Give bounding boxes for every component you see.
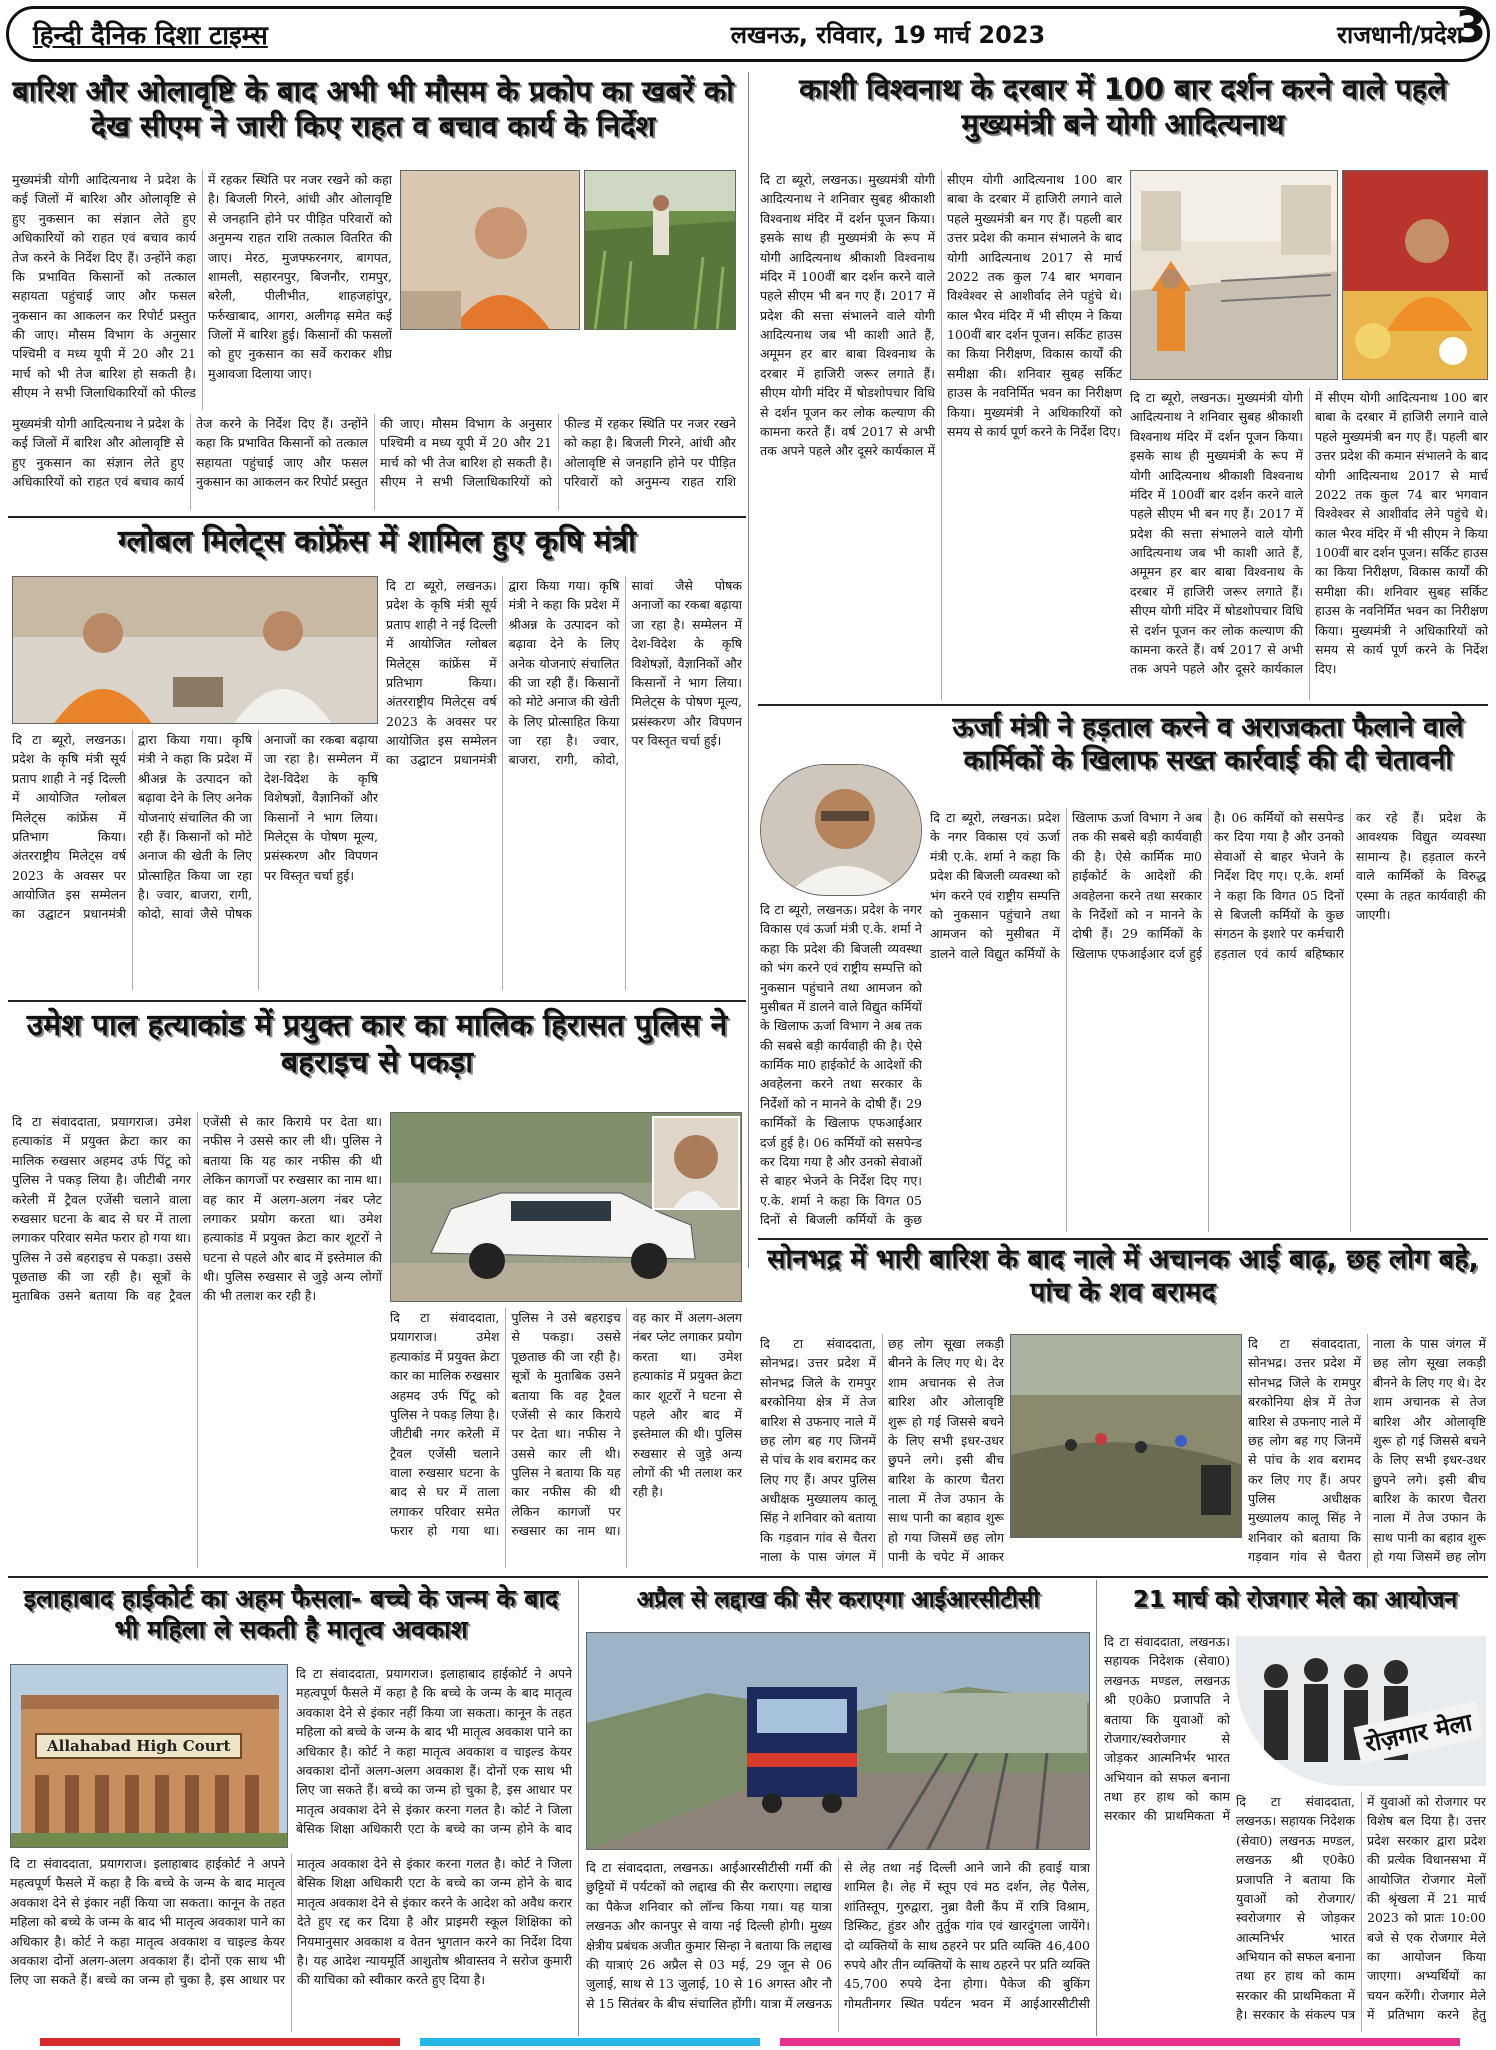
headline-kashi: काशी विश्वनाथ के दरबार में 100 बार दर्शन करने वाले पहले मुख्यमंत्री बने योगी आदित्यनाथ bbox=[799, 72, 1447, 142]
body-umesh-right bbox=[390, 1308, 742, 1568]
body-kashi bbox=[760, 170, 1122, 700]
body-millets bbox=[386, 576, 742, 990]
high-court-sign: Allahabad High Court bbox=[35, 1733, 242, 1759]
page-number: 3 bbox=[1455, 2, 1486, 53]
photo-cm-worship bbox=[1342, 170, 1488, 380]
photo-high-court bbox=[10, 1664, 288, 1848]
edition-date: लखनऊ, रविवार, 19 मार्च 2023 bbox=[730, 20, 1046, 49]
body-text-sonbhadra-right: दि टा संवाददाता, सोनभद्र। उत्तर प्रदेश में सोनभद्र जिले के रामपुर बरकोनिया क्षेत्र में तेज बारिश से उफनाए नाले में छह लोग बह गए जिनमें से पांच के शव बरामद कर लिए गए हैं। अपर पुलिस अधीक्षक मुख्यालय कालू सिंह ने शनिवार को बताया कि गड़वान गांव से चैतरा नाला के पास जंगल में छह लोग सूखा लकड़ी बीनने के लिए गए थे। देर शाम अचानक से तेज बारिश और ओलावृष्टि शुरू हो गई जिससे बचने के लिए सभी इधर-उधर छुपने लगे। इसी बीच बारिश के कारण चैतरा नाला में तेज उफान के साथ पानी का बहाव शुरू हो गया जिसमें छह लोग bbox=[1248, 1336, 1486, 1565]
paper-name: हिन्दी दैनिक दिशा टाइम्स bbox=[33, 21, 268, 51]
rule-under-energy bbox=[758, 1238, 1488, 1240]
body-energy-main bbox=[930, 808, 1486, 1232]
body-text-rain: मुख्यमंत्री योगी आदित्यनाथ ने प्रदेश के कई जिलों में बारिश और ओलावृष्टि से हुए नुकसान का संज्ञान लेते हुए अधिकारियों को राहत एवं बचाव कार्य तेज करने के निर्देश दिए हैं। उन्होंने कहा कि प्रभावित किसानों को तत्काल सहायता पहुंचाई जाए और फसल नुकसान का आकलन कर रिपोर्ट प्रस्तुत की जाए। मौसम विभाग के अनुसार पश्चिमी व मध्य यूपी में 20 और 21 मार्च को भी तेज बारिश हो सकती है। सीएम ने सभी जिलाधिकारियों को फील्ड में रहकर स्थिति पर नजर रखने को कहा है। बिजली गिरने, आंधी और ओलावृष्टि से जनहानि होने पर पीड़ित परिवारों को अनुमन्य राहत राशि तत्काल वितरित की जाए। मेरठ, मुजफ्फरनगर, बागपत, शामली, सहारनपुर, बिजनौर, रामपुर, बरेली, पीलीभीत, शाहजहांपुर, फर्रुखाबाद, आगरा, अलीगढ़ समेत कई जिलों में बारिश हुई। किसानों की फसलों को हुए नुकसान का सर्वे कराकर शीघ्र मुआवजा दिलाया जाए। bbox=[12, 172, 392, 401]
body-millets-left bbox=[12, 730, 378, 990]
body-rain-continued bbox=[12, 414, 736, 510]
rule-under-kashi bbox=[758, 704, 1488, 706]
job-fair-sign: रोज़गार मेला bbox=[1354, 1701, 1484, 1763]
story-millets bbox=[8, 520, 746, 996]
photo-temple-corridor bbox=[1130, 170, 1338, 380]
photo-train bbox=[586, 1632, 1090, 1850]
body-sonbhadra bbox=[760, 1334, 1004, 1568]
body-kashi-continued bbox=[1130, 388, 1488, 700]
photo-job-fair bbox=[1236, 1636, 1486, 1786]
body-text-sonbhadra: दि टा संवाददाता, सोनभद्र। उत्तर प्रदेश में सोनभद्र जिले के रामपुर बरकोनिया क्षेत्र में तेज बारिश से उफनाए नाले में छह लोग बह गए जिनमें से पांच के शव बरामद कर लिए गए हैं। अपर पुलिस अधीक्षक मुख्यालय कालू सिंह ने शनिवार को बताया कि गड़वान गांव से चैतरा नाला के पास जंगल में छह लोग सूखा लकड़ी बीनने के लिए गए थे। देर शाम अचानक से तेज बारिश और ओलावृष्टि शुरू हो गई जिससे बचने के लिए सभी इधर-उधर छुपने लगे। इसी बीच बारिश के कारण चैतरा नाला में तेज उफान के साथ पानी का बहाव शुरू हो गया जिसमें छह लोग पानी के चपेट में आकर bbox=[760, 1336, 1004, 1565]
body-text-allahabad-lower: दि टा संवाददाता, प्रयागराज। इलाहाबाद हाईकोर्ट ने अपने महत्वपूर्ण फैसले में कहा है कि बच्चे के जन्म के बाद मातृत्व अवकाश देने से इंकार नहीं किया जा सकता। कानून के तहत महिला को बच्चे के जन्म के बाद भी मातृत्व अवकाश पाने का अधिकार है। कोर्ट ने कहा मातृत्व अवकाश व चाइल्ड केयर अवकाश दोनों अलग-अलग अवकाश हैं। दोनों एक साथ भी लिए जा सकते हैं। बच्चे का जन्म हो चुका है, इस आधार पर मातृत्व अवकाश देने से इंकार करना गलत है। कोर्ट ने जिला बेसिक शिक्षा अधिकारी एटा के बच्चे का जन्म होने के बाद मातृत्व अवकाश देने से इंकार करने के आदेश को अवैध करार देते हुए रद्द कर दिया है और प्राइमरी स्कूल शिक्षिका को नियमानुसार अवकाश व वेतन भुगतान करने का निर्देश दिया है। यह आदेश न्यायमूर्ति आशुतोष श्रीवास्तव ने सरोज कुमारी की याचिका को स्वीकार करते हुए दिया है। bbox=[10, 1856, 572, 1988]
body-text-energy-main: दि टा ब्यूरो, लखनऊ। प्रदेश के नगर विकास एवं ऊर्जा मंत्री ए.के. शर्मा ने कहा कि प्रदेश की बिजली व्यवस्था को भंग करने एवं राष्ट्रीय सम्पत्ति को नुकसान पहुंचाने तथा आमजन को मुसीबत में डालने वाले विद्युत कर्मियों के खिलाफ ऊर्जा विभाग ने अब तक की सबसे बड़ी कार्यवाही की है। ऐसे कार्मिक मा0 हाईकोर्ट के आदेशों की अवहेलना करने तथा सरकार के निर्देशों को न मानने के दोषी हैं। 29 कार्मिकों के खिलाफ एफआईआर दर्ज हुई है। 06 कर्मियों को ससपेन्ड कर दिया गया है और उनको सेवाओं से बाहर भेजने के निर्देश दिए गए। ए.के. शर्मा ने कहा कि विगत 05 दिनों से बिजली कर्मियों के कुछ संगठन के इशारे पर कर्मचारी हड़ताल एवं कार्य बहिष्कार कर रहे हैं। प्रदेश के आवश्यक विद्युत व्यवस्था सामान्य है। हड़ताल करने वाले कार्मिकों के विरुद्ध एस्मा के तहत कार्यवाही की जाएगी। bbox=[930, 810, 1486, 961]
story-kashi bbox=[758, 72, 1488, 702]
body-rain bbox=[12, 170, 392, 410]
body-ladakh bbox=[586, 1858, 1090, 2032]
masthead bbox=[6, 6, 1490, 62]
rule-under-millets bbox=[8, 1000, 746, 1002]
story-allahabad bbox=[8, 1580, 574, 2040]
body-text-millets-left: दि टा ब्यूरो, लखनऊ। प्रदेश के कृषि मंत्री सूर्य प्रताप शाही ने नई दिल्ली में आयोजित ग्लोबल मिलेट्स कांफ्रेंस में प्रतिभाग किया। अंतरराष्ट्रीय मिलेट्स वर्ष 2023 के अवसर पर आयोजित इस सम्मेलन का उद्घाटन प्रधानमंत्री द्वारा किया गया। कृषि मंत्री ने कहा कि प्रदेश में श्रीअन्न के उत्पादन को बढ़ावा देने के लिए अनेक योजनाएं संचालित की जा रही हैं। किसानों को मोटे अनाज की खेती के लिए प्रोत्साहित किया जा रहा है। ज्वार, बाजरा, रागी, कोदो, सावां जैसे पोषक अनाजों का रकबा बढ़ाया जा रहा है। सम्मेलन में देश-विदेश के कृषि विशेषज्ञों, वैज्ञानिकों और किसानों ने भाग लिया। मिलेट्स के पोषण मूल्य, प्रसंस्करण और विपणन पर विस्तृत चर्चा हुई। bbox=[12, 732, 378, 922]
body-allahabad bbox=[296, 1664, 572, 1848]
photo-flood-site bbox=[1010, 1334, 1242, 1538]
rule-under-rain bbox=[8, 516, 746, 518]
body-umesh bbox=[12, 1112, 382, 1568]
body-text-energy: दि टा ब्यूरो, लखनऊ। प्रदेश के नगर विकास एवं ऊर्जा मंत्री ए.के. शर्मा ने कहा कि प्रदेश की बिजली व्यवस्था को भंग करने एवं राष्ट्रीय सम्पत्ति को नुकसान पहुंचाने तथा आमजन को मुसीबत में डालने वाले विद्युत कर्मियों के खिलाफ ऊर्जा विभाग ने अब तक की सबसे बड़ी कार्यवाही की है। ऐसे कार्मिक मा0 हाईकोर्ट के आदेशों की अवहेलना करने तथा सरकार के निर्देशों को न मानने के दोषी हैं। 29 कार्मिकों के खिलाफ एफआईआर दर्ज हुई है। 06 कर्मियों को ससपेन्ड कर दिया गया है और उनको सेवाओं से बाहर भेजने के निर्देश दिए गए। ए.के. शर्मा ने कहा कि विगत 05 दिनों से बिजली कर्मियों के कुछ bbox=[760, 902, 922, 1227]
body-sonbhadra-right bbox=[1248, 1334, 1486, 1568]
story-umesh bbox=[8, 1004, 746, 1572]
headline-rain: बारिश और ओलावृष्टि के बाद अभी भी मौसम के प्रकोप का खबरें को देख सीएम ने जारी किए राहत व बचाव कार्य के निर्देश bbox=[12, 74, 734, 144]
body-text-umesh: दि टा संवाददाता, प्रयागराज। उमेश हत्याकांड में प्रयुक्त क्रेटा कार का मालिक रुखसार अहमद उर्फ पिंटू को पुलिस ने पकड़ लिया है। जीटीबी नगर करेली में ट्रैवल एजेंसी चलाने वाला रुखसार घटना के बाद से घर में ताला लगाकर परिवार समेत फरार हो गया था। पुलिस ने उसे बहराइच से पकड़ा। उससे पूछताछ की जा रही है। सूत्रों के मुताबिक उसने बताया कि वह ट्रैवल एजेंसी से कार किराये पर देता था। नफीस ने उससे कार ली थी। पुलिस ने बताया कि यह कार नफीस की थी लेकिन कागजों पर रुखसार का नाम था। वह कार में अलग-अलग नंबर प्लेट लगाकर प्रयोग करता था। उमेश हत्याकांड में प्रयुक्त क्रेटा कार शूटरों ने घटना से पहले और बाद में इस्तेमाल की थी। पुलिस रुखसार से जुड़े अन्य लोगों की भी तलाश कर रही है। bbox=[12, 1114, 382, 1304]
headline-ladakh: अप्रैल से लद्दाख की सैर कराएगा आईआरसीटीसी bbox=[636, 1587, 1040, 1613]
body-rozgar-lower bbox=[1236, 1792, 1486, 2032]
headline-allahabad: इलाहाबाद हाईकोर्ट का अहम फैसला- बच्चे के जन्म के बाद भी महिला ले सकती है मातृत्व अवकाश bbox=[23, 1584, 559, 1644]
photo-cm-meeting bbox=[400, 170, 580, 330]
headline-millets: ग्लोबल मिलेट्स कांफ्रेंस में शामिल हुए कृषि मंत्री bbox=[118, 524, 636, 559]
story-ladakh bbox=[584, 1580, 1092, 2040]
photo-energy-minister bbox=[760, 764, 922, 896]
body-text-rain-continued: मुख्यमंत्री योगी आदित्यनाथ ने प्रदेश के कई जिलों में बारिश और ओलावृष्टि से हुए नुकसान का संज्ञान लेते हुए अधिकारियों को राहत एवं बचाव कार्य तेज करने के निर्देश दिए हैं। उन्होंने कहा कि प्रभावित किसानों को तत्काल सहायता पहुंचाई जाए और फसल नुकसान का आकलन कर रिपोर्ट प्रस्तुत की जाए। मौसम विभाग के अनुसार पश्चिमी व मध्य यूपी में 20 और 21 मार्च को भी तेज बारिश हो सकती है। सीएम ने सभी जिलाधिकारियों को फील्ड में रहकर स्थिति पर नजर रखने को कहा है। बिजली गिरने, आंधी और ओलावृष्टि से जनहानि होने पर पीड़ित परिवारों को अनुमन्य राहत राशि bbox=[12, 416, 736, 490]
headline-rozgar: 21 मार्च को रोजगार मेले का आयोजन bbox=[1132, 1587, 1458, 1613]
divider-bottom-2 bbox=[1096, 1580, 1097, 2036]
body-text-kashi-continued: दि टा ब्यूरो, लखनऊ। मुख्यमंत्री योगी आदित्यनाथ ने शनिवार सुबह श्रीकाशी विश्वनाथ मंदिर में दर्शन पूजन किया। इसके साथ ही मुख्यमंत्री के रूप में योगी आदित्यनाथ श्रीकाशी विश्वनाथ मंदिर में 100वीं बार दर्शन करने वाले पहले सीएम भी बन गए हैं। 2017 में प्रदेश की सत्ता संभालने वाले योगी आदित्यनाथ जब भी काशी आते हैं, अमूमन हर बार बाबा विश्वनाथ के दरबार में हाजिरी जरूर लगाते हैं। सीएम योगी मंदिर में षोडशोपचार विधि से दर्शन पूजन कर लोक कल्याण की कामना करते हैं। वर्ष 2017 से अभी तक अपने पहले और दूसरे कार्यकाल में सीएम योगी आदित्यनाथ 100 बार बाबा के दरबार में हाजिरी लगाने वाले पहले मुख्यमंत्री बन गए हैं। पहली बार उत्तर प्रदेश की कमान संभालने के बाद योगी आदित्यनाथ 2017 से मार्च 2022 तक कुल 74 बार भगवान विश्वेश्वर से आशीर्वाद लेने पहुंचे थे। काल भैरव मंदिर में भी सीएम ने किया 100वीं बार दर्शन पूजन। सर्किट हाउस का किया निरीक्षण, विकास कार्यों की समीक्षा की। शनिवार सुबह सर्किट हाउस के नवनिर्मित भवन का निरीक्षण किया। मुख्यमंत्री ने अधिकारियों को समय से कार्य पूर्ण करने के निर्देश दिए। bbox=[1130, 390, 1488, 677]
body-text-kashi: दि टा ब्यूरो, लखनऊ। मुख्यमंत्री योगी आदित्यनाथ ने शनिवार सुबह श्रीकाशी विश्वनाथ मंदिर में दर्शन पूजन किया। इसके साथ ही मुख्यमंत्री के रूप में योगी आदित्यनाथ श्रीकाशी विश्वनाथ मंदिर में 100वीं बार दर्शन करने वाले पहले सीएम भी बन गए हैं। 2017 में प्रदेश की सत्ता संभालने वाले योगी आदित्यनाथ जब भी काशी आते हैं, अमूमन हर बार बाबा विश्वनाथ के दरबार में हाजिरी जरूर लगाते हैं। सीएम योगी मंदिर में षोडशोपचार विधि से दर्शन पूजन कर लोक कल्याण की कामना करते हैं। वर्ष 2017 से अभी तक अपने पहले और दूसरे कार्यकाल में सीएम योगी आदित्यनाथ 100 बार बाबा के दरबार में हाजिरी लगाने वाले पहले मुख्यमंत्री बन गए हैं। पहली बार उत्तर प्रदेश की कमान संभालने के बाद योगी आदित्यनाथ 2017 से मार्च 2022 तक कुल 74 बार भगवान विश्वेश्वर से आशीर्वाद लेने पहुंचे थे। काल भैरव मंदिर में भी सीएम ने किया 100वीं बार दर्शन पूजन। सर्किट हाउस का किया निरीक्षण, विकास कार्यों की समीक्षा की। शनिवार सुबह सर्किट हाउस के नवनिर्मित भवन का निरीक्षण किया। मुख्यमंत्री ने अधिकारियों को समय से कार्य पूर्ण करने के निर्देश दिए। bbox=[760, 172, 1122, 459]
color-bar-magenta bbox=[780, 2038, 1460, 2046]
body-text-ladakh: दि टा संवाददाता, लखनऊ। आईआरसीटीसी गर्मी की छुट्टियों में पर्यटकों को लद्दाख की सैर कराएगा। लद्दाख का पैकेज शनिवार को लॉन्च किया गया। यह यात्रा लखनऊ और कानपुर से वाया नई दिल्ली होगी। मुख्य क्षेत्रीय प्रबंधक अजीत कुमार सिन्हा ने बताया कि लद्दाख की यात्राएं 26 अप्रैल से 03 मई, 29 जून से 06 जुलाई, साथ से 13 जुलाई, 10 से 16 अगस्त और नौ से 15 सितंबर के बीच संचालित होंगी। यात्रा में लखनऊ से लेह तथा नई दिल्ली आने जाने की हवाई यात्रा शामिल है। लेह में स्तूप एवं मठ दर्शन, लेह पैलेस, शांतिस्तूप, गुरुद्वारा, नुब्रा वैली कैंप में रात्रि विश्राम, डिस्किट, हुंडर और तुर्तुक गांव एवं खारदुंगला जायेंगे। दो व्यक्तियों के साथ ठहरने पर प्रति व्यक्ति 46,400 रुपये और तीन व्यक्तियों के साथ ठहरने पर प्रति व्यक्ति 45,700 रुपये देना होगा। पैकेज की बुकिंग गोमतीनगर स्थित पर्यटन भवन में आईआरसीटीसी bbox=[586, 1860, 1090, 2011]
story-rain bbox=[8, 74, 738, 514]
story-rozgar bbox=[1102, 1580, 1488, 2040]
headline-energy: ऊर्जा मंत्री ने हड़ताल करने व अराजकता फैलाने वाले कार्मिकों के खिलाफ सख्त कार्रवाई की दी चेतावनी bbox=[952, 712, 1464, 776]
story-energy bbox=[758, 708, 1488, 1236]
body-text-umesh-right: दि टा संवाददाता, प्रयागराज। उमेश हत्याकांड में प्रयुक्त क्रेटा कार का मालिक रुखसार अहमद उर्फ पिंटू को पुलिस ने पकड़ लिया है। जीटीबी नगर करेली में ट्रैवल एजेंसी चलाने वाला रुखसार घटना के बाद से घर में ताला लगाकर परिवार समेत फरार हो गया था। पुलिस ने उसे बहराइच से पकड़ा। उससे पूछताछ की जा रही है। सूत्रों के मुताबिक उसने बताया कि वह ट्रैवल एजेंसी से कार किराये पर देता था। नफीस ने उससे कार ली थी। पुलिस ने बताया कि यह कार नफीस की थी लेकिन कागजों पर रुखसार का नाम था। वह कार में अलग-अलग नंबर प्लेट लगाकर प्रयोग करता था। उमेश हत्याकांड में प्रयुक्त क्रेटा कार शूटरों ने घटना से पहले और बाद में इस्तेमाल की थी। पुलिस रुखसार से जुड़े अन्य लोगों की भी तलाश कर रही है। bbox=[390, 1310, 742, 1539]
headline-umesh: उमेश पाल हत्याकांड में प्रयुक्त कार का मालिक हिरासत पुलिस ने बहराइच से पकड़ा bbox=[26, 1008, 728, 1080]
photo-millets-conference bbox=[12, 576, 378, 724]
body-energy bbox=[760, 900, 922, 1232]
body-text-rozgar-lower: दि टा संवाददाता, लखनऊ। सहायक निदेशक (सेवा0) लखनऊ मण्डल, लखनऊ श्री ए0के0 प्रजापति ने बताया कि युवाओं को रोजगार/स्वरोजगार से जोड़कर आत्मनिर्भर भारत अभियान को सफल बनाना तथा हर हाथ को काम सरकार की प्राथमिकता में है। सरकार के संकल्प पत्र में युवाओं को रोजगार पर विशेष बल दिया है। उत्तर प्रदेश सरकार द्वारा प्रदेश की प्रत्येक विधानसभा में आयोजित रोजगार मेलों की श्रृंखला में 21 मार्च 2023 को प्रातः 10:00 बजे से एक रोजगार मेले का आयोजन किया जाएगा। अभ्यर्थियों का चयन करेंगी। रोजगार मेले में प्रतिभाग करने हेतु bbox=[1236, 1794, 1486, 2023]
photo-crop-field bbox=[584, 170, 736, 330]
rule-above-bottom-row bbox=[8, 1576, 1488, 1578]
body-rozgar bbox=[1104, 1632, 1230, 1844]
column-divider bbox=[748, 72, 749, 1268]
body-allahabad-lower bbox=[10, 1854, 572, 2032]
story-sonbhadra bbox=[758, 1242, 1488, 1572]
photo-creta-car bbox=[390, 1112, 742, 1302]
divider-bottom-1 bbox=[578, 1580, 579, 2036]
body-text-rozgar: दि टा संवाददाता, लखनऊ। सहायक निदेशक (सेवा0) लखनऊ मण्डल, लखनऊ श्री ए0के0 प्रजापति ने बताया कि युवाओं को रोजगार/स्वरोजगार से जोड़कर आत्मनिर्भर भारत अभियान को सफल बनाना तथा हर हाथ को काम सरकार की प्राथमिकता में bbox=[1104, 1634, 1230, 1824]
color-bar-red bbox=[40, 2038, 400, 2046]
headline-sonbhadra: सोनभद्र में भारी बारिश के बाद नाले में अचानक आई बाढ़, छह लोग बहे, पांच के शव बरामद bbox=[767, 1244, 1479, 1308]
color-bar-cyan bbox=[420, 2038, 760, 2046]
section-name: राजधानी/प्रदेश bbox=[1337, 20, 1463, 49]
body-text-millets: दि टा ब्यूरो, लखनऊ। प्रदेश के कृषि मंत्री सूर्य प्रताप शाही ने नई दिल्ली में आयोजित ग्लोबल मिलेट्स कांफ्रेंस में प्रतिभाग किया। अंतरराष्ट्रीय मिलेट्स वर्ष 2023 के अवसर पर आयोजित इस सम्मेलन का उद्घाटन प्रधानमंत्री द्वारा किया गया। कृषि मंत्री ने कहा कि प्रदेश में श्रीअन्न के उत्पादन को बढ़ावा देने के लिए अनेक योजनाएं संचालित की जा रही हैं। किसानों को मोटे अनाज की खेती के लिए प्रोत्साहित किया जा रहा है। ज्वार, बाजरा, रागी, कोदो, सावां जैसे पोषक अनाजों का रकबा बढ़ाया जा रहा है। सम्मेलन में देश-विदेश के कृषि विशेषज्ञों, वैज्ञानिकों और किसानों ने भाग लिया। मिलेट्स के पोषण मूल्य, प्रसंस्करण और विपणन पर विस्तृत चर्चा हुई। bbox=[386, 578, 742, 768]
body-text-allahabad: दि टा संवाददाता, प्रयागराज। इलाहाबाद हाईकोर्ट ने अपने महत्वपूर्ण फैसले में कहा है कि बच्चे के जन्म के बाद मातृत्व अवकाश देने से इंकार नहीं किया जा सकता। कानून के तहत महिला को बच्चे के जन्म के बाद भी मातृत्व अवकाश पाने का अधिकार है। कोर्ट ने कहा मातृत्व अवकाश व चाइल्ड केयर अवकाश दोनों अलग-अलग अवकाश हैं। दोनों एक साथ भी लिए जा सकते हैं। बच्चे का जन्म हो चुका है, इस आधार पर मातृत्व अवकाश देने से इंकार करना गलत है। कोर्ट ने जिला बेसिक शिक्षा अधिकारी एटा के बच्चे का जन्म होने के बाद bbox=[296, 1666, 572, 1836]
